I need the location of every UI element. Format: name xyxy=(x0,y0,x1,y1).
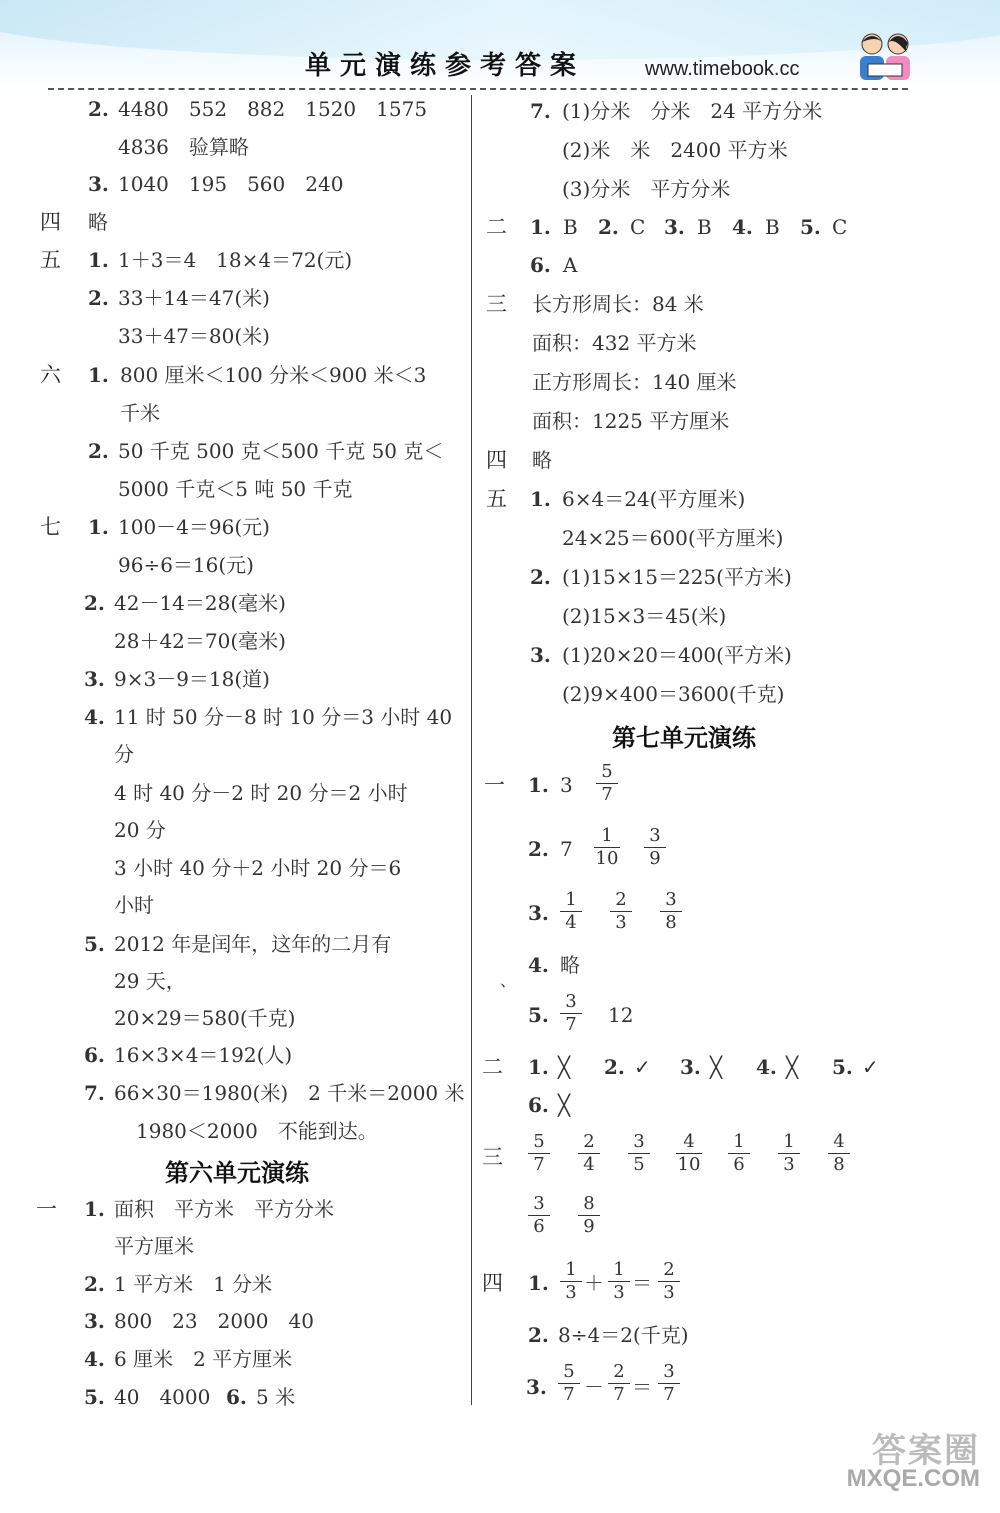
answer-line: (1)20×20＝400(平方米) xyxy=(562,643,792,667)
answer-line: 12 xyxy=(608,1003,634,1027)
item-number: 5. xyxy=(84,1385,105,1409)
answer-line: 20 分 xyxy=(114,818,166,842)
choice-answer: C xyxy=(832,215,848,239)
numerator: 1 xyxy=(733,1131,745,1152)
answer-line: 8÷4＝2(千克) xyxy=(558,1323,689,1347)
answer-line: 2012 年是闰年，这年的二月有 xyxy=(114,932,392,956)
watermark-url: MXQE.COM xyxy=(846,1465,980,1492)
numerator: 4 xyxy=(683,1131,695,1152)
fraction xyxy=(728,1132,750,1175)
fraction xyxy=(578,1132,600,1175)
item-number: 4. xyxy=(756,1055,777,1079)
judgment-mark: ✓ xyxy=(634,1055,651,1079)
numerator: 5 xyxy=(533,1131,545,1152)
answer-line: (1)15×15＝225(平方米) xyxy=(562,565,792,589)
section-label: 六 xyxy=(40,363,61,387)
answer-line: 96÷6＝16(元) xyxy=(118,553,254,577)
numerator: 2 xyxy=(615,889,627,910)
fraction xyxy=(558,1362,580,1405)
answer-line: 11 时 50 分－8 时 10 分＝3 小时 40 xyxy=(114,705,453,729)
fraction xyxy=(560,1260,582,1303)
numerator: 1 xyxy=(565,1259,577,1280)
item-number: 5. xyxy=(84,932,105,956)
item-number: 1. xyxy=(84,1197,105,1221)
answer-line: 100－4＝96(元) xyxy=(118,515,270,539)
numerator: 3 xyxy=(665,889,677,910)
answer-line: 50 千克 500 克＜500 千克 50 克＜ xyxy=(118,439,444,463)
item-number: 4. xyxy=(528,953,549,977)
answer-line: 3 小时 40 分＋2 小时 20 分＝6 xyxy=(114,856,402,880)
item-number: 3. xyxy=(664,215,685,239)
answer-line: 面积：432 平方米 xyxy=(532,331,697,355)
item-number: 3. xyxy=(88,172,109,196)
fraction xyxy=(560,992,582,1035)
fraction xyxy=(628,1132,650,1175)
item-number: 3. xyxy=(530,643,551,667)
answer-line: 16×3×4＝192(人) xyxy=(114,1043,293,1067)
item-number: 5. xyxy=(800,215,821,239)
answer-line: 6×4＝24(平方厘米) xyxy=(562,487,746,511)
item-number: 1. xyxy=(530,215,551,239)
judgment-mark: ╳ xyxy=(786,1055,799,1079)
answer-line: 29 天， xyxy=(114,969,186,993)
denominator: 3 xyxy=(565,1282,577,1303)
numerator: 8 xyxy=(583,1193,595,1214)
answer-line: 4 时 40 分－2 时 20 分＝2 小时 xyxy=(114,781,408,805)
item-number: 1. xyxy=(88,363,109,387)
choice-answer: A xyxy=(563,253,578,277)
fraction xyxy=(608,1260,630,1303)
item-number: 3. xyxy=(84,1309,105,1333)
section-label: 二 xyxy=(482,1055,503,1079)
answer-line: 7 xyxy=(560,837,573,861)
answer-line: 24×25＝600(平方厘米) xyxy=(562,526,784,550)
item-number: 4. xyxy=(732,215,753,239)
answer-line: (2)9×400＝3600(千克) xyxy=(562,682,785,706)
denominator: 6 xyxy=(733,1154,745,1175)
item-number: 1. xyxy=(88,248,109,272)
numerator: 1 xyxy=(565,889,577,910)
numerator: 3 xyxy=(633,1131,645,1152)
denominator: 7 xyxy=(601,784,613,805)
item-number: 6. xyxy=(226,1385,247,1409)
answer-line: 3 xyxy=(560,773,573,797)
numerator: 3 xyxy=(565,991,577,1012)
answer-line: 略 xyxy=(88,210,108,234)
denominator: 4 xyxy=(565,912,577,933)
item-number: 2. xyxy=(604,1055,625,1079)
item-number: 2. xyxy=(88,286,109,310)
section-label: 一 xyxy=(484,773,505,797)
numerator: 2 xyxy=(583,1131,595,1152)
answer-line: 4836 验算略 xyxy=(118,135,249,159)
section-label: 一 xyxy=(36,1197,57,1221)
denominator: 8 xyxy=(665,912,677,933)
judgment-mark: ╳ xyxy=(558,1093,571,1117)
section-label: 四 xyxy=(486,448,507,472)
answer-line: 面积：1225 平方厘米 xyxy=(532,409,730,433)
item-number: 2. xyxy=(598,215,619,239)
fraction xyxy=(658,1362,680,1405)
item-number: 6. xyxy=(528,1093,549,1117)
answer-line: 33＋14＝47(米) xyxy=(118,286,270,310)
judgment-mark: ╳ xyxy=(558,1055,571,1079)
fraction xyxy=(560,890,582,933)
fraction xyxy=(594,826,620,869)
operator: ＝ xyxy=(632,1375,652,1399)
item-number: 2. xyxy=(528,1323,549,1347)
operator: ＋ xyxy=(584,1271,604,1295)
judgment-mark: ✓ xyxy=(862,1055,879,1079)
item-number: 1. xyxy=(88,515,109,539)
denominator: 6 xyxy=(533,1216,545,1237)
item-number: 7. xyxy=(84,1081,105,1105)
site-url: www.timebook.cc xyxy=(645,58,800,80)
choice-answer: B xyxy=(765,215,780,239)
answer-line: 1 平方米 1 分米 xyxy=(114,1272,273,1296)
denominator: 3 xyxy=(783,1154,795,1175)
numerator: 2 xyxy=(663,1259,675,1280)
item-number: 2. xyxy=(84,591,105,615)
fraction xyxy=(676,1132,702,1175)
answer-line: 5000 千克＜5 吨 50 千克 xyxy=(118,477,353,501)
item-number: 6. xyxy=(530,253,551,277)
section-label: 三 xyxy=(482,1145,503,1169)
numerator: 5 xyxy=(563,1361,575,1382)
section-label: 七 xyxy=(40,515,61,539)
judgment-mark: ╳ xyxy=(710,1055,723,1079)
item-number: 7. xyxy=(530,99,551,123)
fraction xyxy=(644,826,666,869)
section-label: 四 xyxy=(40,210,61,234)
fraction xyxy=(828,1132,850,1175)
denominator: 7 xyxy=(613,1384,625,1405)
answer-line: (2)15×3＝45(米) xyxy=(562,604,727,628)
answer-line: 1980＜2000 不能到达。 xyxy=(136,1119,378,1143)
item-number: 5. xyxy=(528,1003,549,1027)
fraction xyxy=(660,890,682,933)
fraction xyxy=(608,1362,630,1405)
item-number: 3. xyxy=(680,1055,701,1079)
choice-answer: B xyxy=(563,215,578,239)
watermark-logo xyxy=(840,1423,980,1503)
item-number: 5. xyxy=(832,1055,853,1079)
children-reading-illustration-icon xyxy=(850,30,920,85)
denominator: 7 xyxy=(565,1014,577,1035)
answer-line: 800 23 2000 40 xyxy=(114,1309,314,1333)
header-divider xyxy=(48,88,908,90)
item-number: 3. xyxy=(84,667,105,691)
denominator: 9 xyxy=(649,848,661,869)
answer-line: 5 米 xyxy=(256,1385,296,1409)
numerator: 3 xyxy=(663,1361,675,1382)
answer-line: 40 4000 xyxy=(114,1385,211,1409)
denominator: 4 xyxy=(583,1154,595,1175)
watermark-text: 答案圈 xyxy=(872,1431,980,1471)
answer-line: (3)分米 平方分米 xyxy=(562,177,731,201)
fraction xyxy=(578,1194,600,1237)
unit-heading: 第七单元演练 xyxy=(612,723,756,752)
item-number: 1. xyxy=(528,1271,549,1295)
section-label: 三 xyxy=(486,292,507,316)
answer-line: 小时 xyxy=(114,893,154,917)
numerator: 1 xyxy=(783,1131,795,1152)
section-label: 二 xyxy=(486,215,507,239)
fraction xyxy=(610,890,632,933)
item-number: 3. xyxy=(528,901,549,925)
answer-line: 平方厘米 xyxy=(114,1234,194,1258)
denominator: 8 xyxy=(833,1154,845,1175)
choice-answer: C xyxy=(630,215,646,239)
unit-heading: 第六单元演练 xyxy=(165,1158,309,1187)
page-title: 单元演练参考答案 xyxy=(305,51,586,81)
item-number: 6. xyxy=(84,1043,105,1067)
section-label: 五 xyxy=(40,248,61,272)
item-number: 3. xyxy=(526,1375,547,1399)
item-number: 1. xyxy=(528,1055,549,1079)
answer-line: (1)分米 分米 24 平方分米 xyxy=(562,99,823,123)
numerator: 3 xyxy=(533,1193,545,1214)
answer-line: 略 xyxy=(560,953,580,977)
answer-line: (2)米 米 2400 平方米 xyxy=(562,138,788,162)
fraction xyxy=(596,762,618,805)
fraction xyxy=(778,1132,800,1175)
item-number: 2. xyxy=(84,1272,105,1296)
answer-line: 42－14＝28(毫米) xyxy=(114,591,286,615)
numerator: 5 xyxy=(601,761,613,782)
item-number: 4. xyxy=(84,705,105,729)
section-label: 四 xyxy=(482,1271,503,1295)
fraction xyxy=(658,1260,680,1303)
denominator: 3 xyxy=(613,1282,625,1303)
numerator: 1 xyxy=(613,1259,625,1280)
item-number: 2. xyxy=(530,565,551,589)
denominator: 7 xyxy=(533,1154,545,1175)
answer-line: 面积 平方米 平方分米 xyxy=(114,1197,334,1221)
answer-line: 9×3－9＝18(道) xyxy=(114,667,270,691)
denominator: 9 xyxy=(583,1216,595,1237)
numerator: 4 xyxy=(833,1131,845,1152)
answer-line: 20×29＝580(千克) xyxy=(114,1006,296,1030)
answer-line: 分 xyxy=(114,742,134,766)
answer-line: 1040 195 560 240 xyxy=(118,172,344,196)
answer-line: 800 厘米＜100 分米＜900 米＜3 xyxy=(120,363,427,387)
column-divider xyxy=(471,95,472,1405)
item-number: 2. xyxy=(88,97,109,121)
denominator: 3 xyxy=(615,912,627,933)
operator: ＝ xyxy=(632,1271,652,1295)
choice-answer: B xyxy=(697,215,712,239)
item-number: 2. xyxy=(528,837,549,861)
numerator: 3 xyxy=(649,825,661,846)
item-number: 1. xyxy=(528,773,549,797)
answer-line: 长方形周长：84 米 xyxy=(532,292,704,316)
answer-line: 66×30＝1980(米) 2 千米＝2000 米 xyxy=(114,1081,465,1105)
answer-line: 正方形周长：140 厘米 xyxy=(532,370,737,394)
item-number: 1. xyxy=(530,487,551,511)
stray-mark: 、 xyxy=(500,971,517,990)
denominator: 3 xyxy=(663,1282,675,1303)
denominator: 10 xyxy=(595,848,619,869)
item-number: 4. xyxy=(84,1347,105,1371)
item-number: 2. xyxy=(88,439,109,463)
answer-line: 6 厘米 2 平方厘米 xyxy=(114,1347,293,1371)
operator: － xyxy=(584,1375,604,1399)
denominator: 5 xyxy=(633,1154,645,1175)
section-label: 五 xyxy=(486,487,507,511)
denominator: 7 xyxy=(563,1384,575,1405)
fraction xyxy=(528,1132,550,1175)
answer-line: 28＋42＝70(毫米) xyxy=(114,629,286,653)
numerator: 1 xyxy=(601,825,613,846)
answer-line: 33＋47＝80(米) xyxy=(118,324,270,348)
answer-line: 略 xyxy=(532,448,552,472)
denominator: 7 xyxy=(663,1384,675,1405)
numerator: 2 xyxy=(613,1361,625,1382)
answer-line: 1＋3＝4 18×4＝72(元) xyxy=(118,248,353,272)
fraction xyxy=(528,1194,550,1237)
answer-line: 4480 552 882 1520 1575 xyxy=(118,97,428,121)
answer-line: 千米 xyxy=(120,401,160,425)
denominator: 10 xyxy=(677,1154,701,1175)
